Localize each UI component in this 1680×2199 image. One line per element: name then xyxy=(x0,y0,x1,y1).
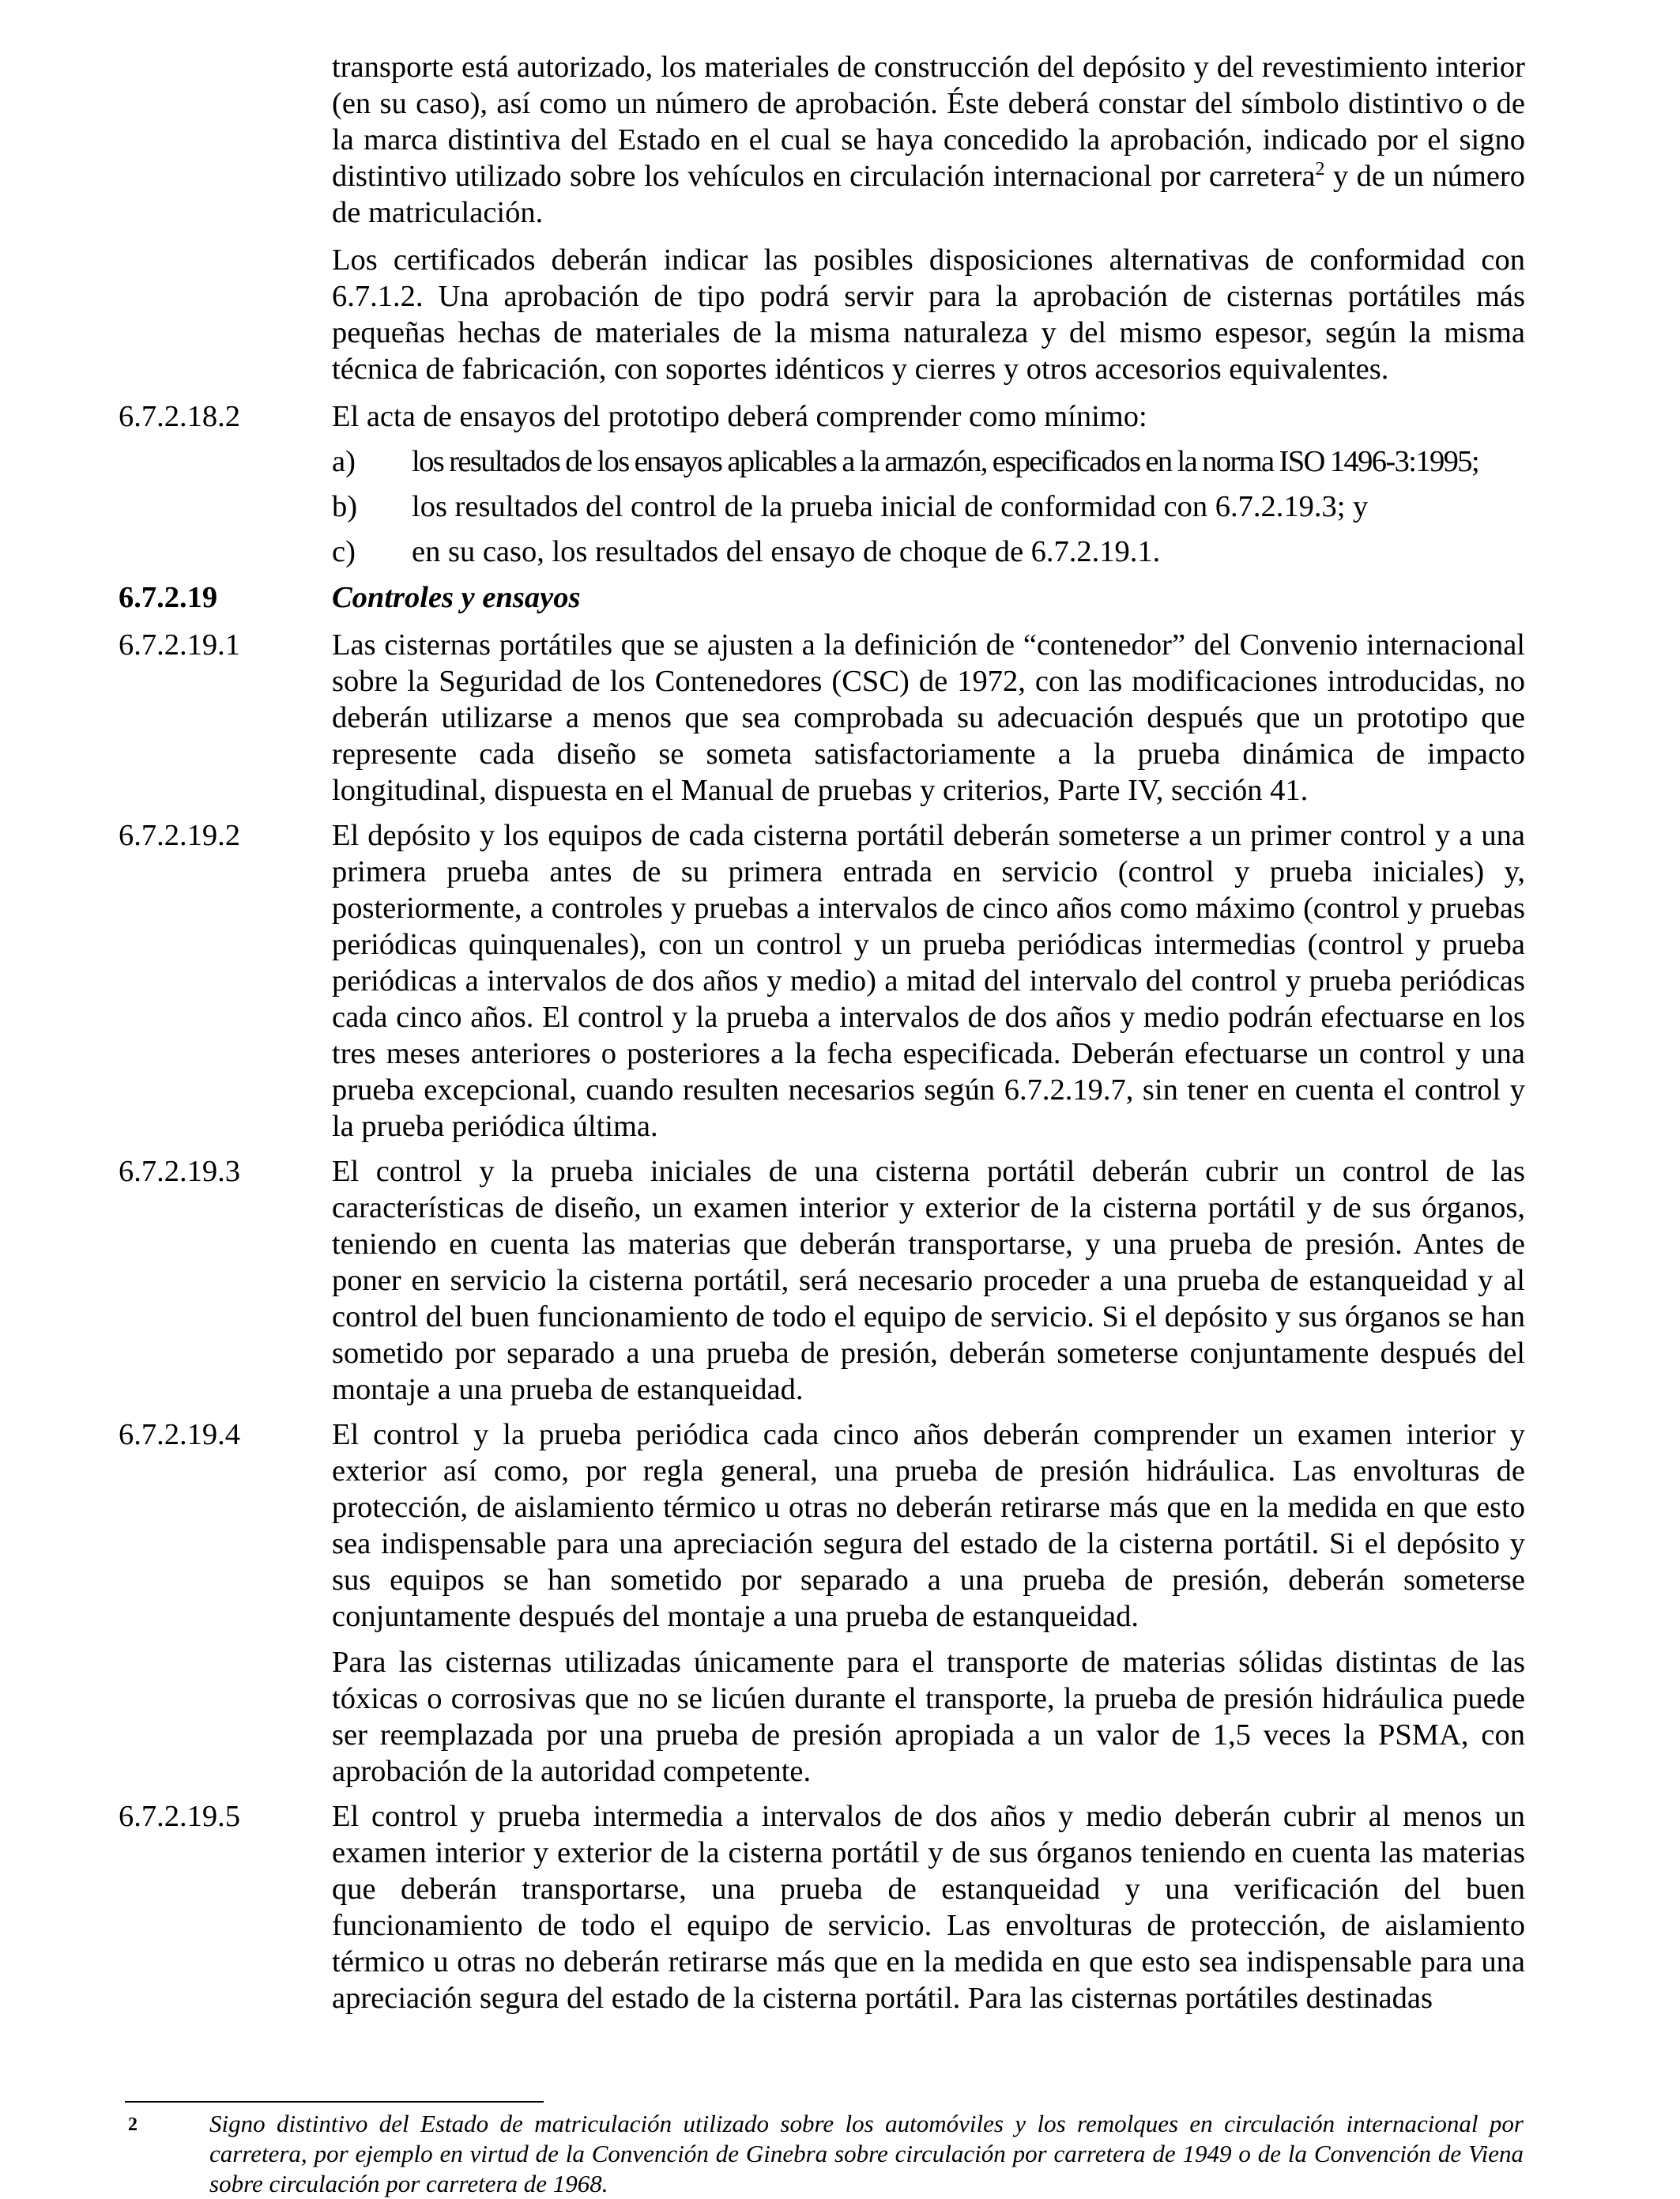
paragraph-certificates: Los certificados deberán indicar las posibles disposiciones alternativas de conformidad con 6.7.1.2. Una aprobación de tipo podrá servir para la aprobación de cisternas portátiles más pequeñas hechas de materiales de la misma naturaleza y del mismo espesor, según la misma técnica de fabricación, con soportes idénticos y cierres y otros accesorios equivalentes. xyxy=(332,243,1525,386)
footnote-text: Signo distintivo del Estado de matriculación utilizado sobre los automóviles y los remolques en circulación internacional por carretera, por ejemplo en virtud de la Convención de Ginebra sobre circulación por carretera de 1949 o de la Convención de Viena sobre circulación por carretera de 1968. xyxy=(209,2110,1524,2197)
list-item xyxy=(332,443,1525,480)
section-number: 6.7.2.19.2 xyxy=(119,819,240,852)
section-text: Las cisternas portátiles que se ajusten a la definición de “contenedor” del Convenio internacional sobre la Seguridad de los Contenedores (CSC) de 1972, con las modificaciones introducidas, no deberán utilizarse a menos que sea comprobada su adecuación después que un prototipo que represente cada diseño se someta satisfactoriamente a la prueba dinámica de impacto longitudinal, dispuesta en el Manual de pruebas y criterios, Parte IV, sección 41. xyxy=(332,628,1525,807)
footnote-ref[interactable]: 2 xyxy=(1315,159,1325,180)
list-label: c) xyxy=(332,535,356,568)
section-number: 6.7.2.19.1 xyxy=(119,628,240,662)
paragraph-text-end: y de un número de matriculación. xyxy=(332,160,1525,229)
continued-paragraph xyxy=(332,49,1525,231)
list-item xyxy=(332,488,1525,525)
list-text: en su caso, los resultados del ensayo de choque de 6.7.2.19.1. xyxy=(412,535,1161,568)
section-6-7-2-19-3 xyxy=(119,1153,1525,1408)
section-6-7-2-19-5 xyxy=(119,1798,1525,2016)
section-text: El control y la prueba iniciales de una cisterna portátil deberán cubrir un control de las características de diseño, un examen interior y exterior de la cisterna portátil y de sus órganos, teniendo en cuenta las materias que deberán transportarse, y una prueba de presión. Antes de poner en servicio la cisterna portátil, será necesario proceder a una prueba de estanqueidad y al control del buen funcionamiento de todo el equipo de servicio. Si el depósito y sus órganos se han sometido por separado a una prueba de presión, deberán someterse conjuntamente después del montaje a una prueba de estanqueidad. xyxy=(332,1155,1525,1406)
section-body xyxy=(332,1416,1525,1790)
requirements-list xyxy=(332,443,1525,570)
section-number: 6.7.2.19.3 xyxy=(119,1155,240,1188)
footnote-number: 2 xyxy=(128,2114,137,2135)
section-6-7-2-18-2 xyxy=(119,398,1525,435)
section-6-7-2-19-4 xyxy=(119,1416,1525,1790)
section-text: El control y prueba intermedia a intervalos de dos años y medio deberán cubrir al menos un examen interior y exterior de la cisterna portátil y de sus órganos teniendo en cuenta las materias que deberán transportarse, una prueba de estanqueidad y una verificación del buen funcionamiento de todo el equipo de servicio. Las envolturas de protección, de aislamiento térmico u otras no deberán retirarse más que en la medida en que esto sea indispensable para una apreciación segura del estado de la cisterna portátil. Para las cisternas portátiles destinadas xyxy=(332,1800,1525,2015)
list-item xyxy=(332,534,1525,570)
paragraph-text: transporte está autorizado, los materiales de construcción del depósito y del revestimiento interior (en su caso), así como un número de aprobación. Éste deberá constar del símbolo distintivo o de la marca distintiva del Estado en el cual se haya concedido la aprobación, indicado por el signo distintivo utilizado sobre los vehículos en circulación internacional por carretera xyxy=(332,51,1525,193)
section-heading-6-7-2-19 xyxy=(119,579,1525,616)
list-text: los resultados de los ensayos aplicables a la armazón, especificados en la norma ISO 1496-3:1995; xyxy=(412,445,1479,478)
section-6-7-2-19-2 xyxy=(119,817,1525,1145)
section-number: 6.7.2.19 xyxy=(119,581,218,614)
list-text: los resultados del control de la prueba inicial de conformidad con 6.7.2.19.3; y xyxy=(412,490,1369,523)
main-content xyxy=(119,49,1525,2025)
section-number: 6.7.2.19.4 xyxy=(119,1418,240,1451)
section-6-7-2-19-1 xyxy=(119,627,1525,809)
section-number: 6.7.2.18.2 xyxy=(119,400,240,433)
section-title: Controles y ensayos xyxy=(332,581,581,614)
section-text-second: Para las cisternas utilizadas únicamente para el transporte de materias sólidas distintas de las tóxicas o corrosivas que no se licúen durante el transporte, la prueba de presión hidráulica puede ser reemplazada por una prueba de presión apropiada a un valor de 1,5 veces la PSMA, con aprobación de la autoridad competente. xyxy=(332,1646,1525,1788)
section-text: El acta de ensayos del prototipo deberá comprender como mínimo: xyxy=(332,400,1147,433)
section-number: 6.7.2.19.5 xyxy=(119,1800,240,1833)
list-label: a) xyxy=(332,445,356,478)
list-label: b) xyxy=(332,490,358,523)
section-text: El control y la prueba periódica cada cinco años deberán comprender un examen interior y exterior así como, por regla general, una prueba de presión hidráulica. Las envolturas de protección, de aislamiento térmico u otras no deberán retirarse más que en la medida en que esto sea indispensable para una apreciación segura del estado de la cisterna portátil. Si el depósito y sus equipos se han sometido por separado a una prueba de presión, deberán someterse conjuntamente después del montaje a una prueba de estanqueidad. xyxy=(332,1418,1525,1633)
footnote xyxy=(125,2109,1524,2199)
section-text: El depósito y los equipos de cada cisterna portátil deberán someterse a un primer control y a una primera prueba antes de su primera entrada en servicio (control y prueba iniciales) y, posteriormente, a controles y pruebas a intervalos de cinco años como máximo (control y pruebas periódicas quinquenales), con un control y un prueba periódicas intermedias (control y prueba periódicas a intervalos de dos años y medio) a mitad del intervalo del control y prueba periódicas cada cinco años. El control y la prueba a intervalos de dos años y medio podrán efectuarse en los tres meses anteriores o posteriores a la fecha especificada. Deberán efectuarse un control y una prueba excepcional, cuando resulten necesarios según 6.7.2.19.7, sin tener en cuenta el control y la prueba periódica última. xyxy=(332,819,1525,1143)
footnote-separator xyxy=(125,2101,544,2103)
